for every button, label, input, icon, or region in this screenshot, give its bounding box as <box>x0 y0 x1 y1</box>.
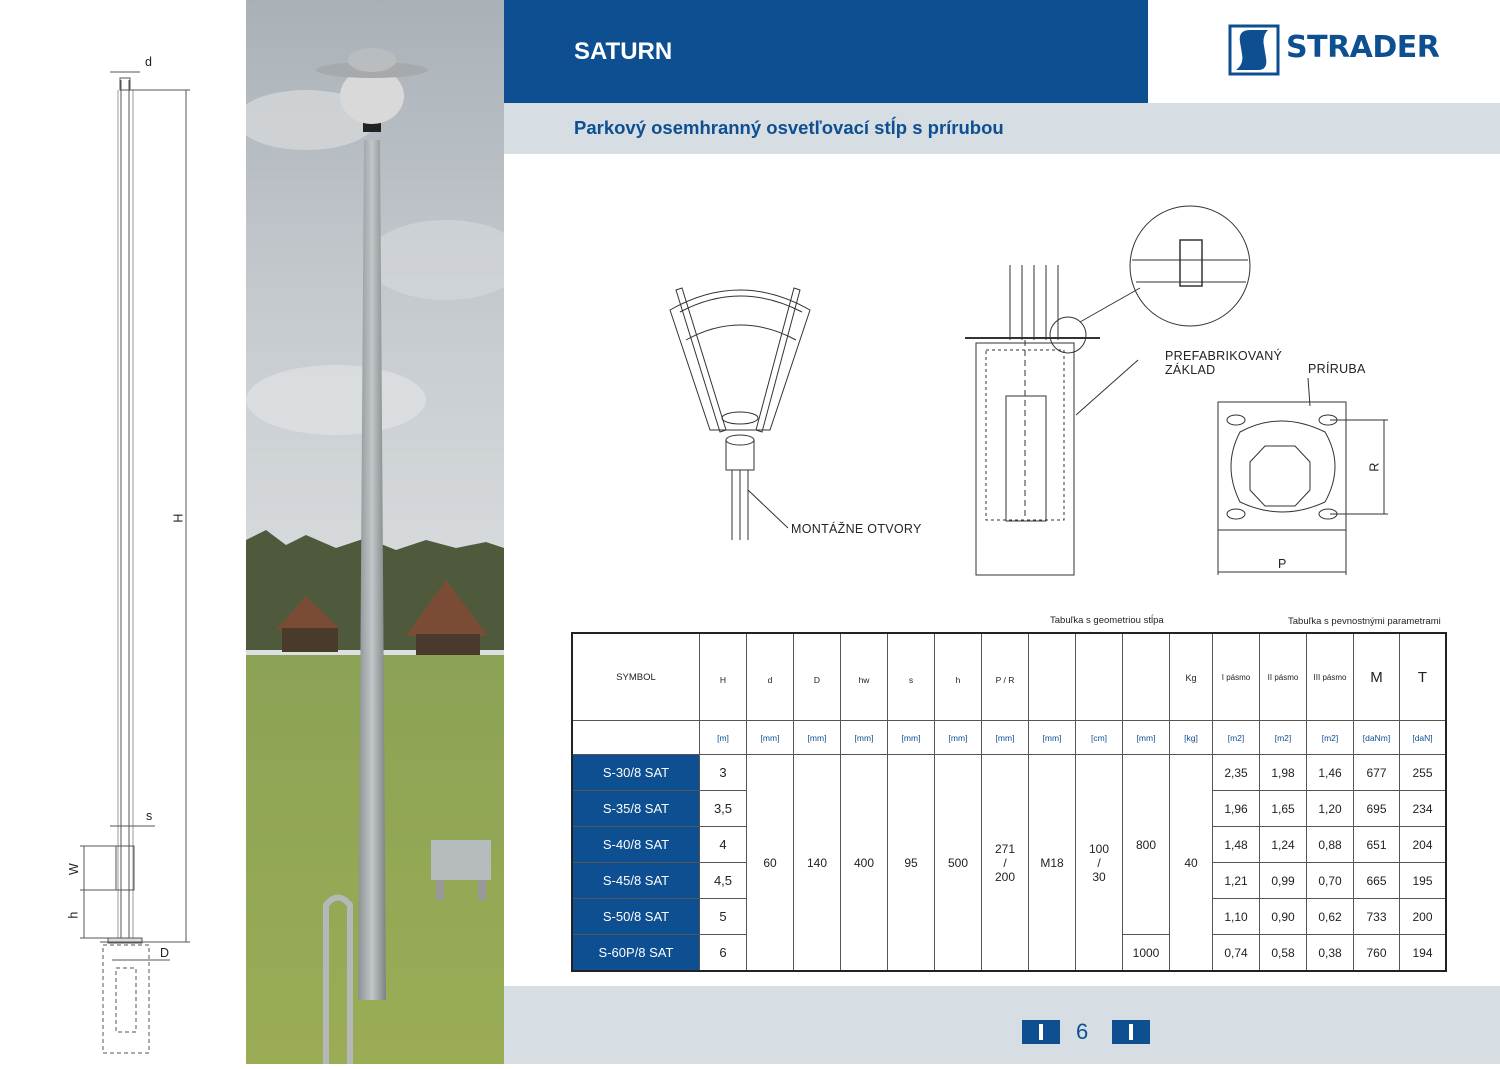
page-subtitle: Parkový osemhranný osvetľovací stĺp s prírubou <box>574 117 1004 138</box>
row-z2: 0,99 <box>1260 863 1307 899</box>
row-T: 234 <box>1400 791 1447 827</box>
table-row <box>572 755 1446 791</box>
dim-D-label: D <box>160 946 170 960</box>
row-z3: 0,88 <box>1307 827 1354 863</box>
col-H: H <box>719 675 727 685</box>
row-symbol: S-35/8 SAT <box>572 791 700 827</box>
unit-cell: [kg] <box>1170 721 1213 755</box>
foundation-label-1: PREFABRIKOVANÝ <box>1165 349 1283 363</box>
row-T: 195 <box>1400 863 1447 899</box>
row-z1: 1,10 <box>1213 899 1260 935</box>
pole-drawing-svg <box>0 0 246 1064</box>
cm-value-1: 100 <box>1088 841 1110 856</box>
unit-cell: [mm] <box>841 721 888 755</box>
row-z2: 1,98 <box>1260 755 1307 791</box>
unit-cell: [mm] <box>1029 721 1076 755</box>
mounting-holes-label: MONTÁŽNE OTVORY <box>791 522 922 536</box>
page-number: 6 <box>1076 1019 1089 1044</box>
geometry-table-caption: Tabuľka s geometriou stĺpa <box>1050 615 1164 626</box>
unit-cell: [mm] <box>935 721 982 755</box>
shared-depth-b: 1000 <box>1123 935 1170 972</box>
pr-value-1: 271 <box>994 841 1016 856</box>
dim-H-label: H <box>171 513 186 523</box>
zone-1: I pásmo <box>1213 633 1260 721</box>
unit-cell: [m] <box>700 721 747 755</box>
dim-d-label: d <box>145 55 153 69</box>
row-T: 194 <box>1400 935 1447 972</box>
shared-s: 95 <box>888 755 935 972</box>
row-M: 733 <box>1354 899 1400 935</box>
dim-s-label: s <box>146 809 153 823</box>
units-row <box>572 721 1446 755</box>
unit-cell: [cm] <box>1076 721 1123 755</box>
dim-R-label: R <box>1367 462 1382 472</box>
row-z1: 1,48 <box>1213 827 1260 863</box>
shared-cm <box>1076 755 1123 972</box>
zone-3: III pásmo <box>1307 633 1354 721</box>
col-foundation-icon <box>1076 633 1123 721</box>
shared-depth-a: 800 <box>1123 755 1170 935</box>
row-symbol: S-50/8 SAT <box>572 899 700 935</box>
row-H: 4 <box>700 827 747 863</box>
unit-cell: [m2] <box>1260 721 1307 755</box>
row-symbol: S-45/8 SAT <box>572 863 700 899</box>
footer-bar <box>504 986 1500 1064</box>
row-H: 3,5 <box>700 791 747 827</box>
cm-slash: / <box>1097 855 1101 870</box>
row-z2: 0,58 <box>1260 935 1307 972</box>
row-T: 200 <box>1400 899 1447 935</box>
unit-cell: [daN] <box>1400 721 1447 755</box>
row-z3: 0,62 <box>1307 899 1354 935</box>
pr-value-2: 200 <box>994 869 1016 884</box>
shared-kg: 40 <box>1170 755 1213 972</box>
technical-diagrams <box>640 200 1460 600</box>
strength-table-caption: Tabuľka s pevnostnými parametrami <box>1288 616 1441 627</box>
col-bolt-icon <box>1029 633 1076 721</box>
page-marker-right <box>1112 1020 1150 1044</box>
col-D: D <box>813 675 821 685</box>
cm-value-2: 30 <box>1092 869 1106 884</box>
unit-cell: [mm] <box>794 721 841 755</box>
spec-table <box>571 632 1447 972</box>
row-z3: 0,38 <box>1307 935 1354 972</box>
row-z2: 0,90 <box>1260 899 1307 935</box>
dim-h-label: h <box>66 911 81 919</box>
col-d: d <box>767 675 773 685</box>
col-M: M <box>1354 633 1400 721</box>
dim-P-label: P <box>1278 557 1287 571</box>
col-h: h <box>955 675 961 685</box>
lamp-photo <box>246 0 504 1064</box>
unit-cell: [m2] <box>1307 721 1354 755</box>
shared-h: 500 <box>935 755 982 972</box>
shared-d: 60 <box>747 755 794 972</box>
page-marker-left <box>1022 1020 1060 1044</box>
row-M: 677 <box>1354 755 1400 791</box>
unit-cell: [mm] <box>1123 721 1170 755</box>
col-pr: P / R <box>995 675 1015 685</box>
pole-dimension-drawing <box>0 0 246 1064</box>
dim-W-label: W <box>67 862 82 876</box>
row-z3: 0,70 <box>1307 863 1354 899</box>
unit-cell: [m2] <box>1213 721 1260 755</box>
unit-cell: [mm] <box>747 721 794 755</box>
shared-D: 140 <box>794 755 841 972</box>
shared-pr <box>982 755 1029 972</box>
flange-label: PRÍRUBA <box>1308 362 1366 376</box>
row-z1: 1,96 <box>1213 791 1260 827</box>
row-M: 695 <box>1354 791 1400 827</box>
row-H: 5 <box>700 899 747 935</box>
row-symbol: S-30/8 SAT <box>572 755 700 791</box>
row-H: 4,5 <box>700 863 747 899</box>
row-z3: 1,20 <box>1307 791 1354 827</box>
shared-hw: 400 <box>841 755 888 972</box>
unit-cell: [mm] <box>888 721 935 755</box>
col-depth-icon <box>1123 633 1170 721</box>
unit-cell: [daNm] <box>1354 721 1400 755</box>
row-H: 6 <box>700 935 747 972</box>
lamp-photo-svg <box>246 0 504 1064</box>
row-z1: 0,74 <box>1213 935 1260 972</box>
page-title: SATURN <box>574 38 673 65</box>
row-z3: 1,46 <box>1307 755 1354 791</box>
row-T: 204 <box>1400 827 1447 863</box>
row-T: 255 <box>1400 755 1447 791</box>
row-M: 760 <box>1354 935 1400 972</box>
row-z1: 2,35 <box>1213 755 1260 791</box>
row-z2: 1,65 <box>1260 791 1307 827</box>
zone-2: II pásmo <box>1260 633 1307 721</box>
row-z1: 1,21 <box>1213 863 1260 899</box>
row-symbol: S-40/8 SAT <box>572 827 700 863</box>
shared-bolt: M18 <box>1029 755 1076 972</box>
row-H: 3 <box>700 755 747 791</box>
row-symbol: S-60P/8 SAT <box>572 935 700 972</box>
symbol-header: SYMBOL <box>572 633 700 721</box>
table-header-row <box>572 633 1446 721</box>
row-z2: 1,24 <box>1260 827 1307 863</box>
kg-icon: Kg <box>1185 673 1197 683</box>
row-M: 651 <box>1354 827 1400 863</box>
foundation-label-2: ZÁKLAD <box>1165 363 1216 377</box>
col-T: T <box>1400 633 1447 721</box>
row-M: 665 <box>1354 863 1400 899</box>
col-s: s <box>908 675 914 685</box>
brand-name: STRADER <box>1286 30 1440 65</box>
pr-slash: / <box>1003 855 1007 870</box>
col-hw: hw <box>858 675 870 685</box>
unit-cell: [mm] <box>982 721 1029 755</box>
